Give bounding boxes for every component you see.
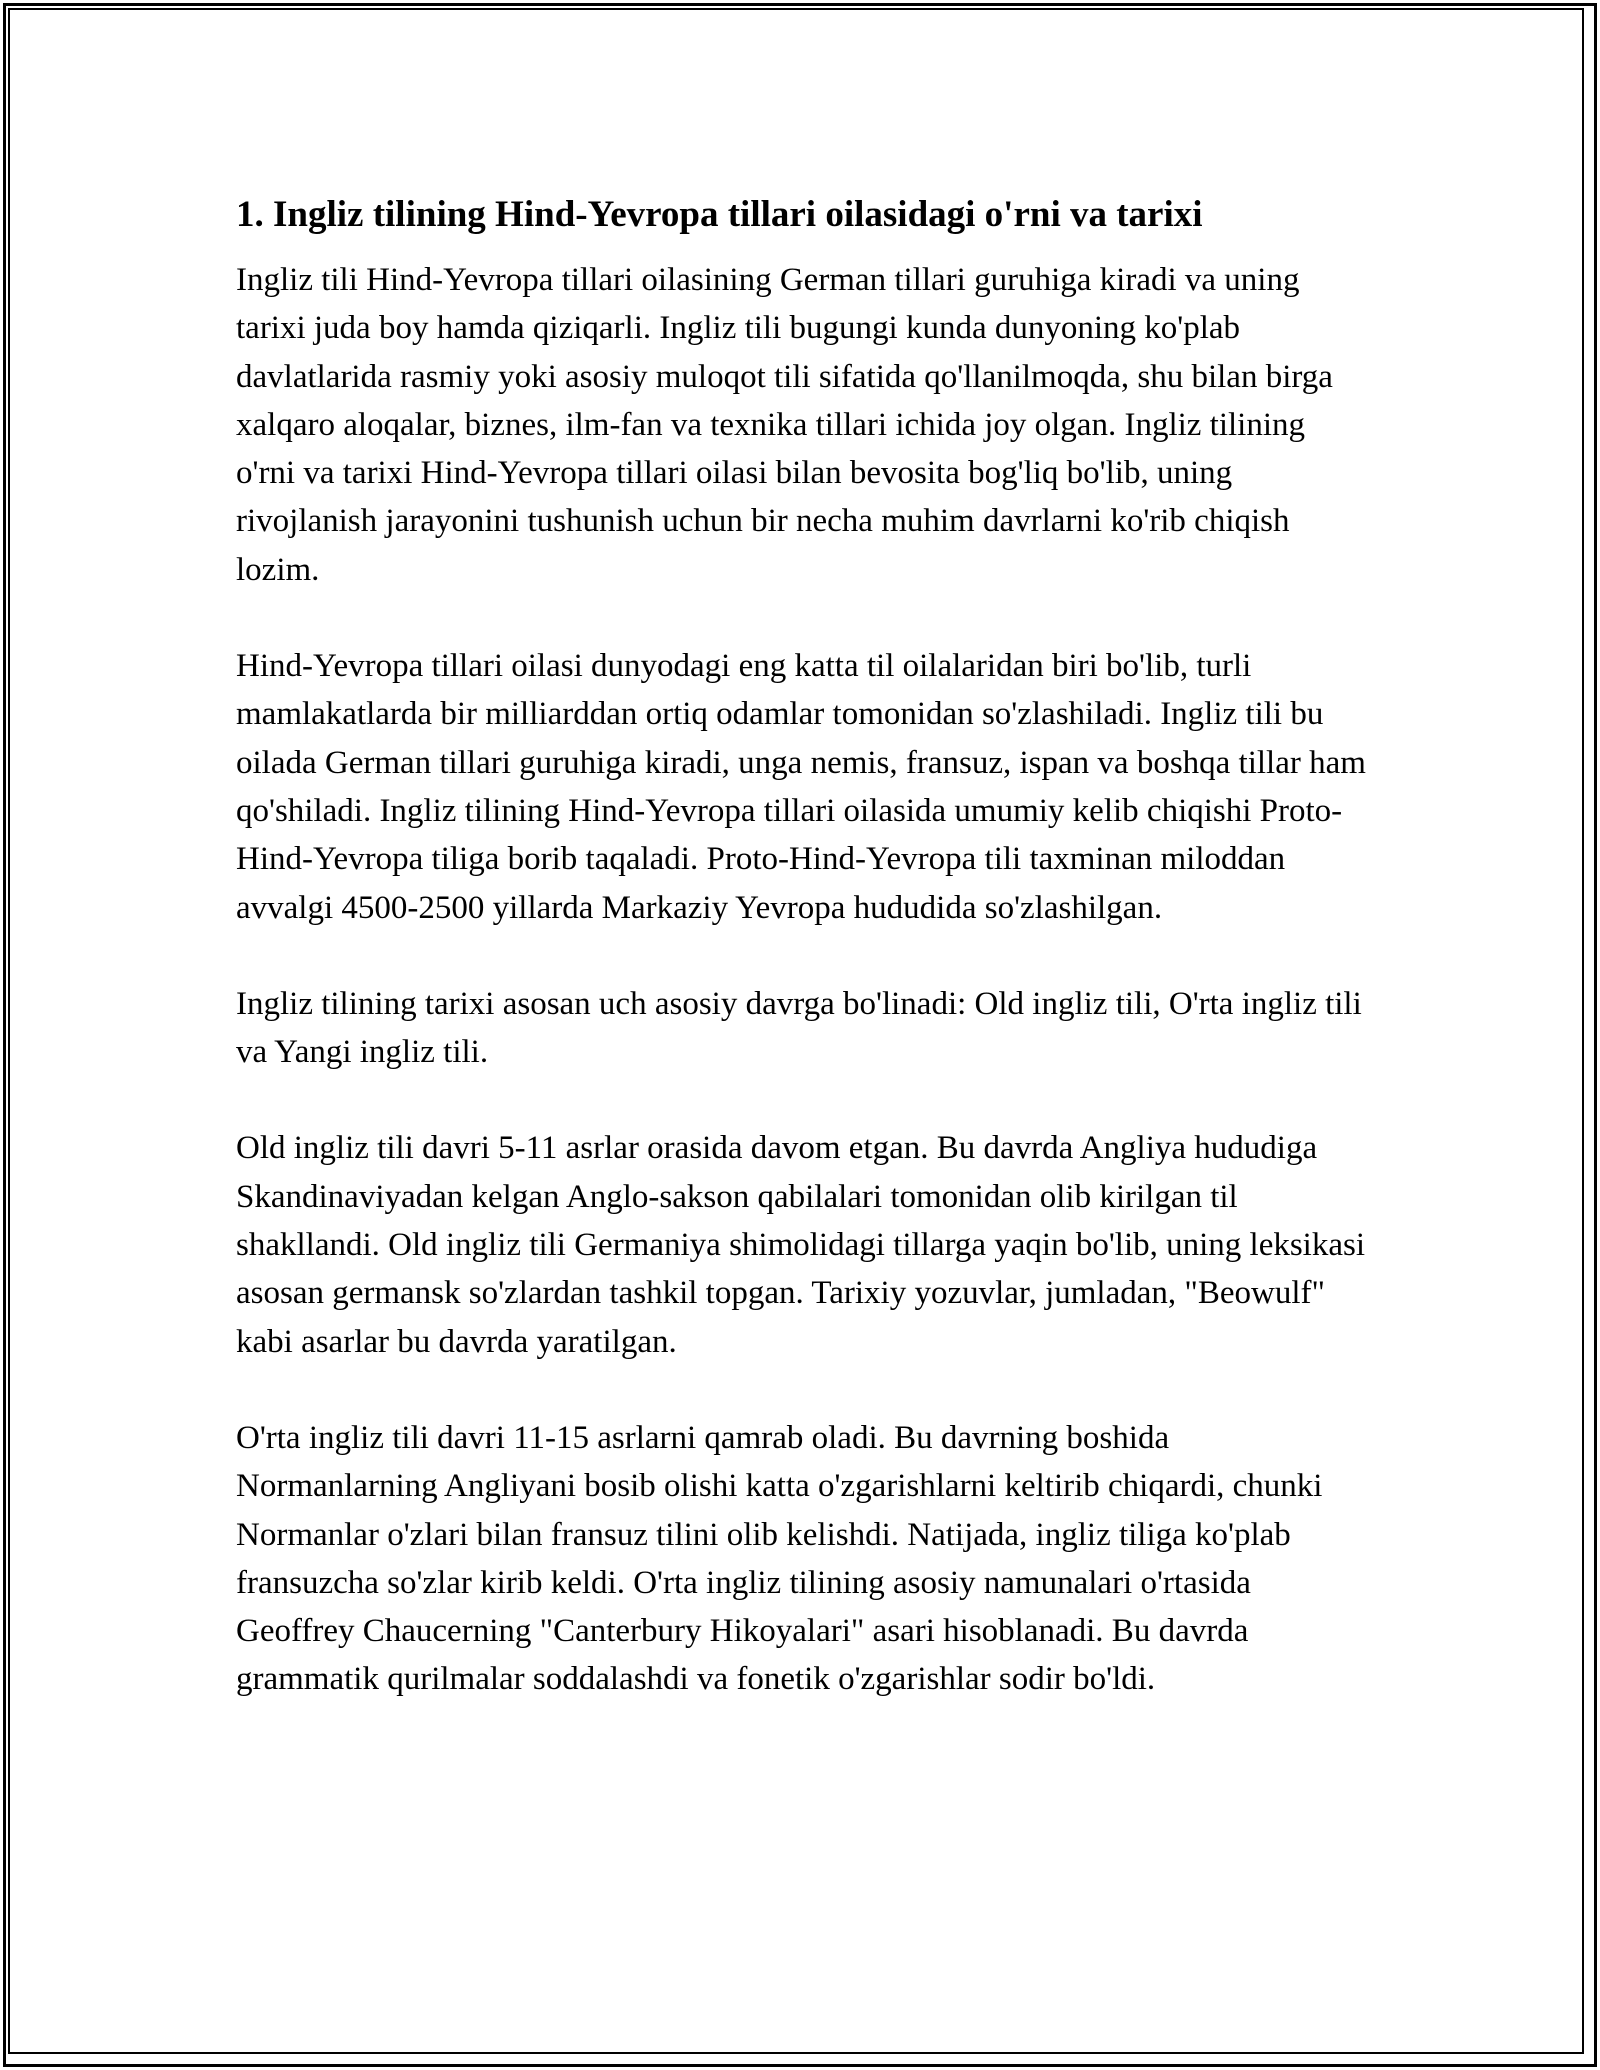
paragraph-language-family: Hind-Yevropa tillari oilasi dunyodagi eng katta til oilalaridan biri bo'lib, turli mamlakatlarda bir milliarddan ortiq odamlar tomonidan so'zlashiladi. Ingliz tili bu oilada German tillari guruhiga kiradi, unga nemis, fransuz, ispan va boshqa tillar ham qo'shiladi. Ingliz tilining Hind-Yevropa tillari oilasida umumiy kelib chiqishi Proto-Hind-Yevropa tiliga borib taqaladi. Proto-Hind-Yevropa tili taxminan miloddan avvalgi 4500-2500 yillarda Markaziy Yevropa hududida so'zlashilgan. — [236, 648, 1366, 926]
paragraph-middle-english: O'rta ingliz tili davri 11-15 asrlarni qamrab oladi. Bu davrning boshida Normanlarning Angliyani bosib olishi katta o'zgarishlarni keltirib chiqardi, chunki Normanlar o'zlari bilan fransuz tilini olib kelishdi. Natijada, ingliz tiliga ko'plab fransuzcha so'zlar kirib keldi. O'rta ingliz tilining asosiy namunalari o'rtasida Geoffrey Chaucerning "Canterbury Hikoyalari" asari hisoblanadi. Bu davrda grammatik qurilmalar soddalashdi va fonetik o'zgarishlar sodir bo'ldi. — [236, 1419, 1323, 1698]
section-heading: 1. Ingliz tilining Hind-Yevropa tillari oilasidagi o'rni va tarixi — [236, 194, 1203, 235]
paragraph-periods: Ingliz tilining tarixi asosan uch asosiy davrga bo'linadi: Old ingliz tili, O'rta ingliz tili va Yangi ingliz tili. — [236, 985, 1362, 1071]
paragraph-old-english: Old ingliz tili davri 5-11 asrlar orasida davom etgan. Bu davrda Angliya hududiga Skandinaviyadan kelgan Anglo-sakson qabilalari tomonidan olib kirilgan til shakllandi. Old ingliz tili Germaniya shimolidagi tillarga yaqin bo'lib, uning leksikasi asosan germansk so'zlardan tashkil topgan. Tarixiy yozuvlar, jumladan, "Beowulf" kabi asarlar bu davrda yaratilgan. — [236, 1130, 1366, 1360]
paragraph-intro: Ingliz tili Hind-Yevropa tillari oilasining German tillari guruhiga kiradi va uning tarixi juda boy hamda qiziqarli. Ingliz tili bugungi kunda dunyoning ko'plab davlatlarida rasmiy yoki asosiy muloqot tili sifatida qo'llanilmoqda, shu bilan birga xalqaro aloqalar, biznes, ilm-fan va texnika tillari ichida joy olgan. Ingliz tilining o'rni va tarixi Hind-Yevropa tillari oilasi bilan bevosita bog'liq bo'lib, uning rivojlanish jarayonini tushunish uchun bir necha muhim davrlarni ko'rib chiqish lozim. — [236, 262, 1333, 588]
document-body — [236, 186, 1366, 1704]
